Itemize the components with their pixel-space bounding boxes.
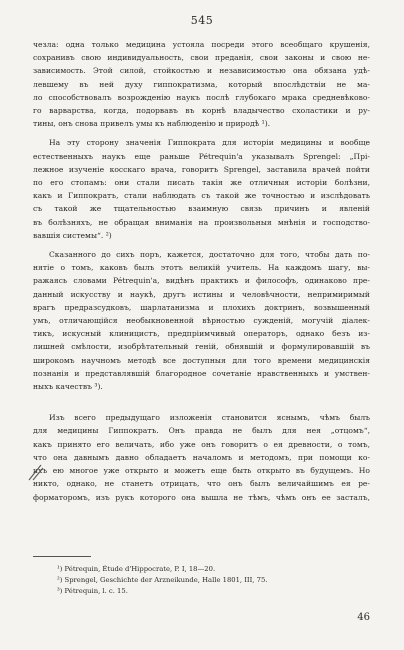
text-line: ражаясь словами Pétrequin'а, видѣнъ практикъ и философъ, одинаково пре- — [33, 276, 370, 286]
text-line: какъ принято его величать, ибо уже онъ говоритъ о ея древности, о томъ, — [33, 439, 370, 449]
text-line: въ болѣзняхъ, не обращая вниманія на произвольныя мнѣнія и господство- — [33, 217, 370, 227]
text-line: ныхъ качествъ ³). — [33, 382, 103, 392]
text-line: для медицины Гиппократъ. Онъ правда не былъ для нея „отцомъ“, — [33, 426, 370, 436]
text-line: какъ и Гиппократъ, стали наблюдать съ такой же точностью и изслѣдовать — [33, 191, 370, 201]
text-line: Изъ всего предыдущаго изложенія становится яснымъ, чѣмъ былъ — [49, 413, 370, 423]
paragraph-4 — [33, 411, 370, 503]
text-line: форматоромъ, изъ рукъ которого она вышла не тѣмъ, чѣмъ онъ ее засталъ, — [33, 492, 370, 502]
footnotes — [33, 564, 370, 597]
text-line: нятіе о томъ, каковъ былъ этотъ великій учитель. На каждомъ шагу, вы- — [33, 263, 370, 273]
text-line: врагъ предразсудковъ, шарлатанизма и плохихъ доктринъ, возвышенный — [33, 302, 370, 312]
text-line: тикъ, искусный клиницистъ, предпріимчивый операторъ, однако безъ из- — [33, 329, 370, 339]
text-line: ло способствовалъ возрожденію наукъ послѣ глубокаго мрака средневѣково- — [33, 92, 370, 102]
text-line: никто, однако, не станетъ отрицать, что онъ былъ величайшимъ ея ре- — [33, 479, 370, 489]
text-line: Сказанного до сихъ поръ, кажется, достаточно для того, чтобы дать по- — [49, 250, 370, 260]
text-line: сохранивъ свою индивидуальность, свои преданія, свои законы и свою не- — [33, 53, 370, 63]
text-line: познанія и представлявшій благородное сочетаніе нравственныхъ и умствен- — [33, 368, 370, 378]
text-line: съ такой же тщательностью взаимную связь причинъ и явленій — [33, 204, 370, 214]
text-line: левшему въ ней духу гиппократизма, который впослѣдствіи не ма- — [33, 79, 370, 89]
paragraph-2 — [33, 136, 370, 242]
text-line: На эту сторону значенія Гиппократа для исторіи медицины и вообще — [49, 138, 370, 148]
text-body — [33, 38, 370, 504]
text-line: вавшія системы“. ²) — [33, 230, 112, 240]
text-line: ихъ ею многое уже открыто и можетъ еще быть открыто въ будущемъ. Но — [33, 466, 370, 476]
paragraph-3 — [33, 248, 370, 393]
text-line: зависимость. Этой силой, стойкостью и независимостью она обязана удѣ- — [33, 66, 370, 76]
pencil-mark-icon — [27, 462, 47, 482]
text-line: что она давнымъ давно обладаетъ началомъ и методомъ, при помощи ко- — [33, 452, 370, 462]
footnote-divider — [33, 556, 91, 557]
text-line: тины, онъ снова привелъ умы къ наблюденію и природѣ ¹). — [33, 119, 271, 129]
text-line: го варварства, когда, подорвавъ въ корнѣ владычество схоластики и ру- — [33, 106, 370, 116]
text-line: данный искусству и наукѣ, другъ истины и человѣчности, непримиримый — [33, 289, 370, 299]
footnote: ¹) Pétrequin, Étude d'Hippocrate, P. I, 18—20. — [57, 565, 216, 573]
page-number: 545 — [190, 14, 214, 27]
text-line: умъ, отличающійся необыкновенной вѣрностью сужденій, могучій діалек- — [33, 316, 370, 326]
text-line: естественныхъ наукъ еще раньше Pétrequin'а указывалъ Sprengel: „Прі- — [33, 151, 370, 161]
paragraph-1 — [33, 38, 370, 130]
text-line: лежное изученіе косскаго врача, говоритъ Sprengel, заставила врачей пойти — [33, 164, 370, 174]
text-line: широкомъ научномъ методѣ все доступныя для того времени медицинскія — [33, 355, 370, 365]
text-line: лишней смѣлости, изобрѣтательный геній, обнявшій и формулировавшій въ — [33, 342, 370, 352]
text-line: по его стопамъ: они стали писать такія же отличныя исторіи болѣзни, — [33, 178, 370, 188]
text-line: чезла: одна только медицина устояла посреди этого всеобщаго крушенія, — [33, 40, 370, 49]
footnote: ³) Pétrequin, l. c. 15. — [57, 587, 128, 595]
footnote: ²) Sprengel, Geschichte der Arzneikunde, Halle 1801, III, 75. — [57, 576, 268, 584]
sheet-number: 46 — [357, 612, 370, 623]
